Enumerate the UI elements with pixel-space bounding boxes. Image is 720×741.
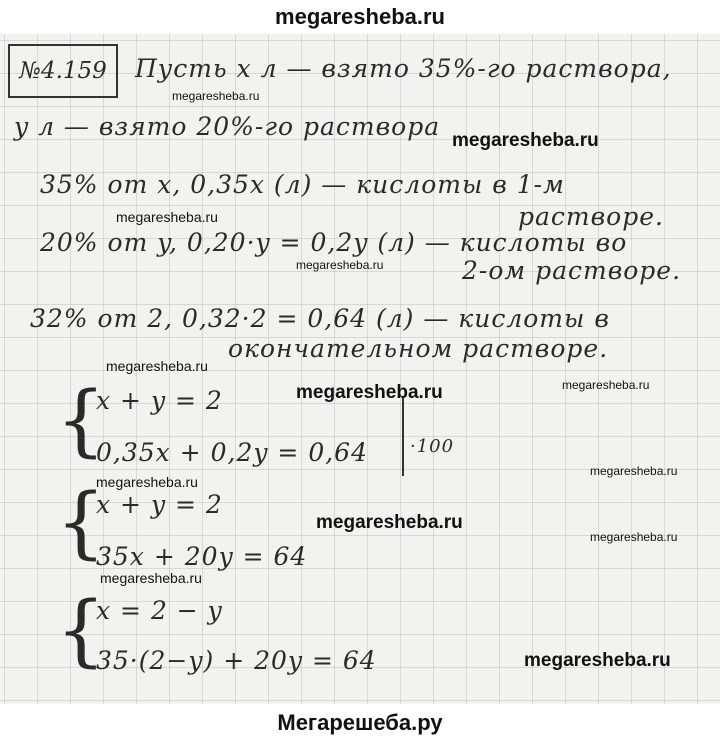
system-brace-2: { bbox=[56, 478, 106, 568]
task-number-box bbox=[8, 44, 118, 98]
line-1: Пусть x л — взято 35%-го раствора, bbox=[135, 54, 672, 83]
system-1-equation-1: x + y = 2 bbox=[96, 386, 223, 415]
watermark: megaresheba.ru bbox=[100, 570, 202, 586]
system-2-equation-1: x + y = 2 bbox=[96, 490, 223, 519]
watermark: megaresheba.ru bbox=[106, 358, 208, 374]
system-1-equation-2: 0,35x + 0,2y = 0,64 bbox=[96, 438, 368, 467]
line-4-continued: 2-ом растворе. bbox=[462, 256, 682, 285]
notebook-sheet bbox=[0, 34, 720, 704]
system-3-equation-2: 35·(2−y) + 20y = 64 bbox=[96, 646, 377, 675]
system-1-multiplier: ·100 bbox=[410, 436, 455, 457]
site-footer-title: Мегарешеба.ру bbox=[277, 709, 443, 735]
line-2: y л — взято 20%-го раствора bbox=[14, 112, 441, 141]
watermark: megaresheba.ru bbox=[452, 130, 599, 151]
watermark: megaresheba.ru bbox=[96, 474, 198, 490]
system-2-equation-2: 35x + 20y = 64 bbox=[96, 542, 308, 571]
watermark: megaresheba.ru bbox=[296, 258, 384, 272]
watermark: megaresheba.ru bbox=[296, 382, 443, 403]
line-3: 35% от x, 0,35x (л) — кислоты в 1-м bbox=[40, 170, 565, 199]
watermark: megaresheba.ru bbox=[562, 378, 650, 392]
multiplier-divider bbox=[402, 396, 404, 476]
watermark: megaresheba.ru bbox=[116, 209, 218, 225]
line-5: 32% от 2, 0,32·2 = 0,64 (л) — кислоты в bbox=[30, 304, 610, 333]
site-header-title: megaresheba.ru bbox=[275, 4, 445, 29]
watermark: megaresheba.ru bbox=[590, 464, 678, 478]
line-3-continued: растворе. bbox=[518, 202, 664, 231]
watermark: megaresheba.ru bbox=[590, 530, 678, 544]
watermark: megaresheba.ru bbox=[524, 650, 671, 671]
site-header bbox=[0, 0, 720, 34]
system-brace-3: { bbox=[56, 586, 106, 676]
system-3-equation-1: x = 2 − y bbox=[96, 596, 223, 625]
line-5-continued: окончательном растворе. bbox=[228, 334, 609, 363]
watermark: megaresheba.ru bbox=[172, 89, 260, 103]
line-4: 20% от y, 0,20·y = 0,2y (л) — кислоты во bbox=[40, 228, 628, 257]
watermark: megaresheba.ru bbox=[316, 512, 463, 533]
system-brace-1: { bbox=[56, 376, 106, 466]
task-number: №4.159 bbox=[19, 58, 107, 84]
site-footer bbox=[0, 704, 720, 741]
